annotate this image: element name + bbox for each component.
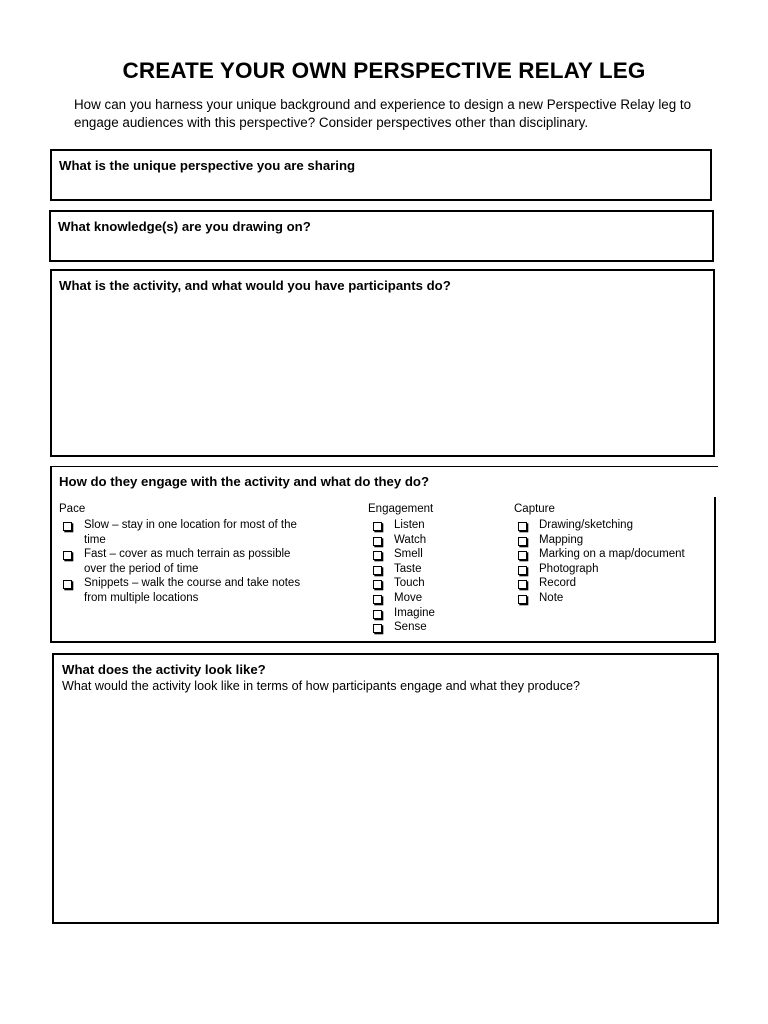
engagement-list bbox=[370, 518, 500, 635]
perspective-question: What is the unique perspective you are sharing bbox=[59, 158, 356, 173]
perspective-box[interactable] bbox=[50, 149, 712, 201]
capture-heading: Capture bbox=[514, 503, 555, 515]
engagement-option[interactable]: Watch bbox=[370, 533, 500, 548]
checkbox-icon[interactable] bbox=[518, 537, 527, 546]
checkbox-icon[interactable] bbox=[373, 610, 382, 619]
capture-list bbox=[515, 518, 705, 606]
capture-option[interactable]: Note bbox=[515, 591, 705, 606]
checkbox-icon[interactable] bbox=[373, 624, 382, 633]
capture-option[interactable]: Photograph bbox=[515, 562, 705, 577]
engagement-box-right-border bbox=[714, 497, 716, 642]
checkbox-icon[interactable] bbox=[373, 580, 382, 589]
activity-look-subtext: What would the activity look like in terms of how participants engage and what they produce? bbox=[62, 679, 581, 693]
intro-paragraph: How can you harness your unique background and experience to design a new Perspective Relay leg to engage audiences with this perspective? Consider perspectives other than disciplinary. bbox=[74, 97, 692, 130]
engagement-option[interactable]: Smell bbox=[370, 547, 500, 562]
capture-option[interactable]: Drawing/sketching bbox=[515, 518, 705, 533]
capture-option[interactable]: Mapping bbox=[515, 533, 705, 548]
capture-option[interactable]: Marking on a map/document bbox=[515, 547, 705, 562]
checkbox-icon[interactable] bbox=[63, 580, 72, 589]
checkbox-icon[interactable] bbox=[63, 522, 72, 531]
engagement-option[interactable]: Touch bbox=[370, 576, 500, 591]
engagement-box-top-border bbox=[50, 466, 718, 467]
knowledge-question: What knowledge(s) are you drawing on? bbox=[58, 219, 311, 234]
engagement-box-left-border bbox=[50, 466, 52, 642]
pace-option[interactable]: Snippets – walk the course and take notes from multiple locations bbox=[60, 576, 305, 605]
engagement-option[interactable]: Sense bbox=[370, 620, 500, 635]
checkbox-icon[interactable] bbox=[518, 551, 527, 560]
pace-option[interactable]: Fast – cover as much terrain as possible over the period of time bbox=[60, 547, 305, 576]
pace-heading: Pace bbox=[59, 503, 86, 515]
engagement-box-bottom-border bbox=[50, 641, 716, 643]
activity-look-question: What does the activity look like? bbox=[62, 662, 266, 677]
engagement-question: How do they engage with the activity and what do they do? bbox=[59, 474, 430, 489]
engagement-option[interactable]: Taste bbox=[370, 562, 500, 577]
engagement-heading: Engagement bbox=[368, 503, 434, 515]
engagement-option[interactable]: Imagine bbox=[370, 606, 500, 621]
engagement-option[interactable]: Listen bbox=[370, 518, 500, 533]
engagement-box bbox=[50, 466, 718, 643]
checkbox-icon[interactable] bbox=[373, 522, 382, 531]
page-title: CREATE YOUR OWN PERSPECTIVE RELAY LEG bbox=[122, 58, 646, 83]
activity-question: What is the activity, and what would you have participants do? bbox=[59, 278, 451, 293]
pace-list bbox=[60, 518, 305, 606]
pace-option[interactable]: Slow – stay in one location for most of the time bbox=[60, 518, 305, 547]
checkbox-icon[interactable] bbox=[518, 522, 527, 531]
activity-look-box[interactable] bbox=[52, 653, 719, 924]
engagement-option[interactable]: Move bbox=[370, 591, 500, 606]
checkbox-icon[interactable] bbox=[518, 595, 527, 604]
checkbox-icon[interactable] bbox=[518, 566, 527, 575]
checkbox-icon[interactable] bbox=[518, 580, 527, 589]
checkbox-icon[interactable] bbox=[373, 551, 382, 560]
checkbox-icon[interactable] bbox=[373, 537, 382, 546]
activity-box[interactable] bbox=[50, 269, 715, 457]
knowledge-box[interactable] bbox=[49, 210, 714, 262]
capture-option[interactable]: Record bbox=[515, 576, 705, 591]
checkbox-icon[interactable] bbox=[373, 595, 382, 604]
checkbox-icon[interactable] bbox=[373, 566, 382, 575]
checkbox-icon[interactable] bbox=[63, 551, 72, 560]
